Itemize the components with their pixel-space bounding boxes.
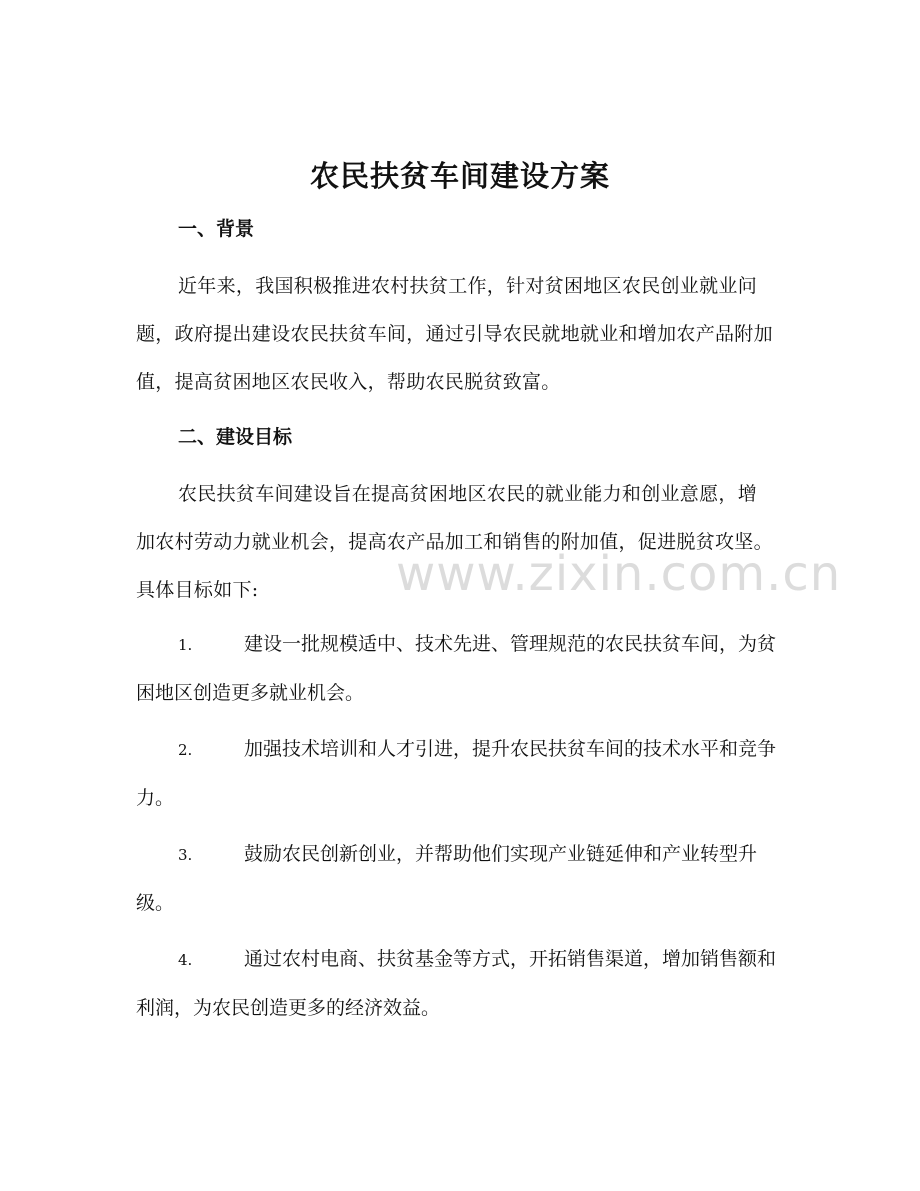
goal-item-4 <box>136 935 776 1032</box>
goal-item-number: 3. <box>178 846 193 864</box>
section-heading-goals: 二、建设目标 <box>178 426 293 448</box>
background-paragraph: 近年来，我国积极推进农村扶贫工作，针对贫困地区农民创业就业问题，政府提出建设农民扶贫车间，通过引导农民就地就业和增加农产品附加值，提高贫困地区农民收入，帮助农民脱贫致富。 <box>136 275 773 393</box>
goal-item-text: 通过农村电商、扶贫基金等方式，开拓销售渠道，增加销售额和利润，为农民创造更多的经济效益。 <box>136 948 777 1019</box>
goal-item-number: 1. <box>178 636 193 654</box>
goal-item-1 <box>136 620 776 717</box>
document-title: 农民扶贫车间建设方案 <box>309 159 610 193</box>
section-heading-background: 一、背景 <box>178 218 255 240</box>
goal-item-number: 2. <box>178 741 193 759</box>
goal-item-3 <box>136 830 776 927</box>
goal-item-2 <box>136 725 776 822</box>
goal-item-text: 建设一批规模适中、技术先进、管理规范的农民扶贫车间，为贫困地区创造更多就业机会。 <box>136 633 777 704</box>
goal-item-text: 鼓励农民创新创业，并帮助他们实现产业链延伸和产业转型升级。 <box>136 843 758 914</box>
goals-paragraph: 农民扶贫车间建设旨在提高贫困地区农民的就业能力和创业意愿，增加农村劳动力就业机会，提高农产品加工和销售的附加值，促进脱贫攻坚。具体目标如下: <box>136 483 773 601</box>
watermark: www.zixin.com.cn <box>396 546 842 602</box>
goal-item-text: 加强技术培训和人才引进，提升农民扶贫车间的技术水平和竞争力。 <box>136 738 777 809</box>
goal-item-number: 4. <box>178 951 193 969</box>
